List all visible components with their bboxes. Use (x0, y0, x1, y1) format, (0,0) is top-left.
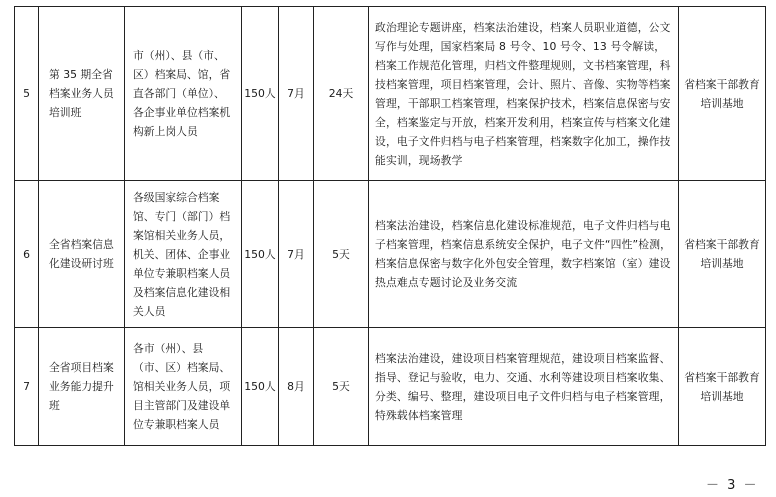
course-name: 全省档案信息化建设研讨班 (39, 181, 125, 328)
training-month: 7月 (279, 181, 314, 328)
table-row (15, 7, 766, 181)
table-row (15, 181, 766, 328)
training-organizer: 省档案干部教育培训基地 (679, 181, 766, 328)
participant-count: 150人 (242, 181, 279, 328)
target-participants: 各级国家综合档案馆、专门（部门）档案馆相关业务人员，机关、团体、企事业单位专兼职档案人员及档案信息化建设相关人员 (125, 181, 242, 328)
table-row (15, 328, 766, 446)
row-number: 6 (15, 181, 39, 328)
training-duration: 5天 (314, 328, 369, 446)
training-duration: 5天 (314, 181, 369, 328)
target-participants: 各市（州）、县（市、区）档案局、馆相关业务人员，项目主管部门及建设单位专兼职档案人员 (125, 328, 242, 446)
row-number: 7 (15, 328, 39, 446)
training-content: 档案法治建设，建设项目档案管理规范，建设项目档案监督、指导、登记与验收，电力、交通、水利等建设项目档案收集、分类、编号、整理，建设项目电子文件归档与电子档案管理，特殊载体档案管理 (369, 328, 679, 446)
row-number: 5 (15, 7, 39, 181)
training-duration: 24天 (314, 7, 369, 181)
participant-count: 150人 (242, 7, 279, 181)
training-month: 7月 (279, 7, 314, 181)
training-month: 8月 (279, 328, 314, 446)
training-organizer: 省档案干部教育培训基地 (679, 7, 766, 181)
target-participants: 市（州）、县（市、区）档案局、馆，省直各部门（单位）、各企事业单位档案机构新上岗人员 (125, 7, 242, 181)
participant-count: 150人 (242, 328, 279, 446)
training-content: 政治理论专题讲座，档案法治建设，档案人员职业道德，公文写作与处理，国家档案局 8 号令、10 号令、13 号令解读，档案工作规范化管理，归档文件整理规则，文书档案管理，科技档案管理，项目档案管理，会计、照片、音像、实物等档案管理，干部职工档案管理，档案保护技术，档案信息保密与安全，档案鉴定与开放，档案开发利用，档案宣传与档案文化建设，电子文件归档与电子档案管理，档案数字化加工，操作技能实训，现场教学 (369, 7, 679, 181)
training-content: 档案法治建设，档案信息化建设标准规范，电子文件归档与电子档案管理，档案信息系统安全保护，电子文件“四性”检测，档案信息保密与数字化外包安全管理，数字档案馆（室）建设热点难点专题讨论及业务交流 (369, 181, 679, 328)
course-name: 全省项目档案业务能力提升班 (39, 328, 125, 446)
course-name: 第 35 期全省档案业务人员培训班 (39, 7, 125, 181)
training-organizer: 省档案干部教育培训基地 (679, 328, 766, 446)
page-number: － 3 － (706, 478, 759, 493)
training-plan-table (14, 6, 766, 446)
